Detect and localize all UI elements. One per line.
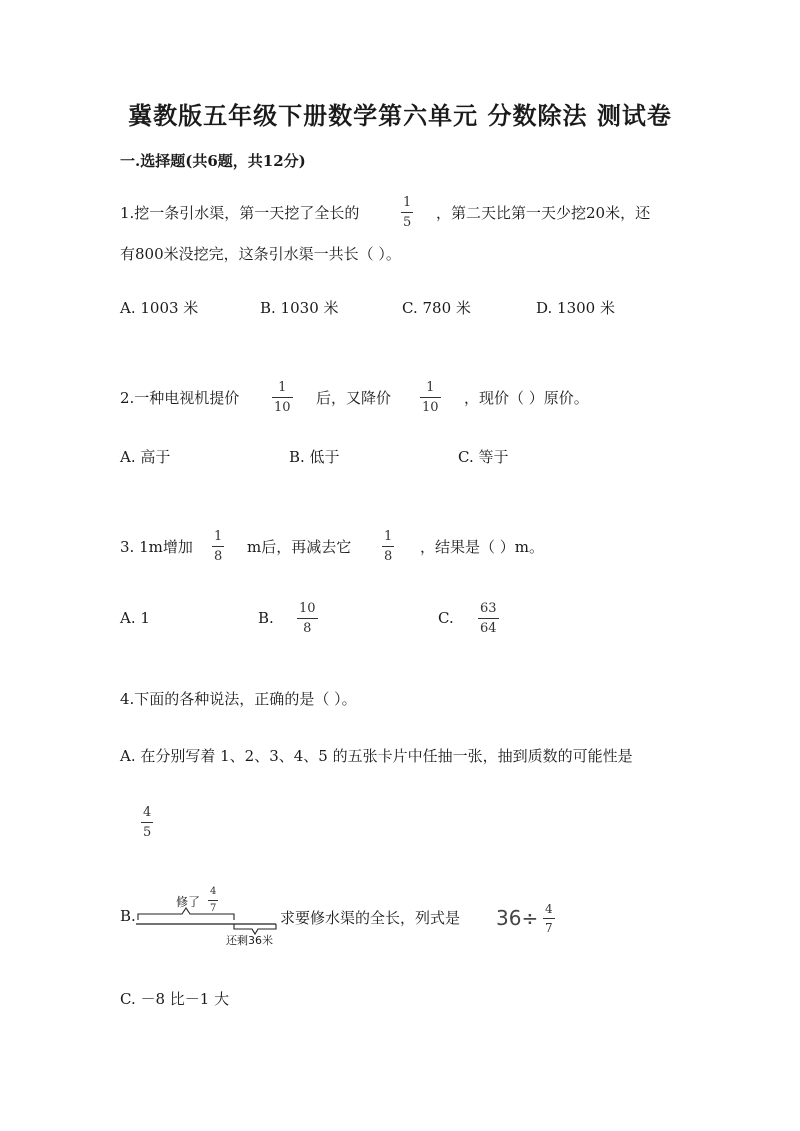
q2-text-middle: 后，又降价: [316, 389, 392, 407]
fraction-numerator: 1: [214, 529, 223, 544]
fraction-numerator: 1: [384, 529, 393, 544]
q2-option-b[interactable]: B. 低于: [289, 448, 340, 466]
q2-text-start: 2.一种电视机提价: [120, 389, 240, 407]
q3-option-c-label[interactable]: C.: [438, 609, 454, 627]
q4-option-c[interactable]: C. －8 比－1 大: [120, 990, 230, 1008]
fraction-denominator: 64: [480, 621, 497, 636]
fraction-denominator: 7: [210, 903, 217, 914]
fraction-numerator: 10: [299, 601, 316, 616]
q2-fraction-2: [420, 381, 441, 414]
q1-fraction: [401, 196, 413, 229]
fraction-numerator: 1: [278, 380, 287, 395]
fraction-numerator: 4: [210, 886, 217, 897]
fraction-denominator: 5: [403, 215, 412, 230]
q2-option-a[interactable]: A. 高于: [120, 448, 171, 466]
fraction-numerator: 4: [545, 902, 553, 916]
q3-option-a[interactable]: A. 1: [120, 609, 150, 627]
q4-option-b-label[interactable]: B.: [120, 907, 136, 925]
fraction-denominator: 8: [303, 621, 312, 636]
fraction-denominator: 8: [214, 549, 223, 564]
q1-line1-end: ，第二天比第一天少挖20米，还: [436, 204, 651, 222]
q3-text-start: 3. 1m增加: [120, 538, 193, 556]
q2-option-c[interactable]: C. 等于: [458, 448, 509, 466]
q1-line2: 有800米没挖完，这条引水渠一共长（ ）。: [120, 245, 401, 263]
q1-line1-start: 1.挖一条引水渠，第一天挖了全长的: [120, 204, 360, 222]
q3-fraction-2: [382, 530, 394, 563]
q4-option-b-expression: 36÷: [496, 906, 539, 930]
q1-option-c[interactable]: C. 780 米: [402, 299, 471, 317]
q3-option-b-fraction: [297, 602, 318, 635]
section-heading: 一.选择题(共6题，共12分): [120, 152, 306, 170]
fraction-numerator: 1: [403, 195, 412, 210]
fraction-denominator: 7: [545, 921, 553, 935]
diagram-top-label: 修了: [176, 895, 201, 909]
q3-option-c-fraction: [478, 602, 499, 635]
q4-option-a[interactable]: A. 在分别写着 1、2、3、4、5 的五张卡片中任抽一张，抽到质数的可能性是: [120, 747, 633, 765]
page-title: 冀教版五年级下册数学第六单元 分数除法 测试卷: [128, 101, 672, 130]
fraction-denominator: 10: [274, 400, 291, 415]
q3-text-middle: m后，再减去它: [247, 538, 352, 556]
fraction-denominator: 10: [422, 400, 439, 415]
fraction-numerator: 4: [143, 805, 152, 820]
diagram-bottom-label: 还剩36米: [226, 934, 273, 947]
q4-option-a-fraction: [141, 806, 153, 839]
q1-option-d[interactable]: D. 1300 米: [536, 299, 615, 317]
q1-option-b[interactable]: B. 1030 米: [260, 299, 339, 317]
q3-text-end: ，结果是（ ）m。: [420, 538, 544, 556]
fraction-numerator: 63: [480, 601, 497, 616]
diagram-top-fraction: [208, 887, 218, 914]
q4-text: 4.下面的各种说法，正确的是（ ）。: [120, 690, 357, 708]
q2-fraction-1: [272, 381, 293, 414]
q3-option-b-label[interactable]: B.: [258, 609, 274, 627]
fraction-denominator: 5: [143, 825, 152, 840]
q1-option-a[interactable]: A. 1003 米: [120, 299, 199, 317]
fraction-denominator: 8: [384, 549, 393, 564]
q4-option-b-expression-fraction: [543, 903, 555, 934]
fraction-numerator: 1: [426, 380, 435, 395]
q3-fraction-1: [212, 530, 224, 563]
q4-option-b-text: 求要修水渠的全长，列式是: [280, 909, 461, 927]
q2-text-end: ，现价（ ）原价。: [464, 389, 589, 407]
